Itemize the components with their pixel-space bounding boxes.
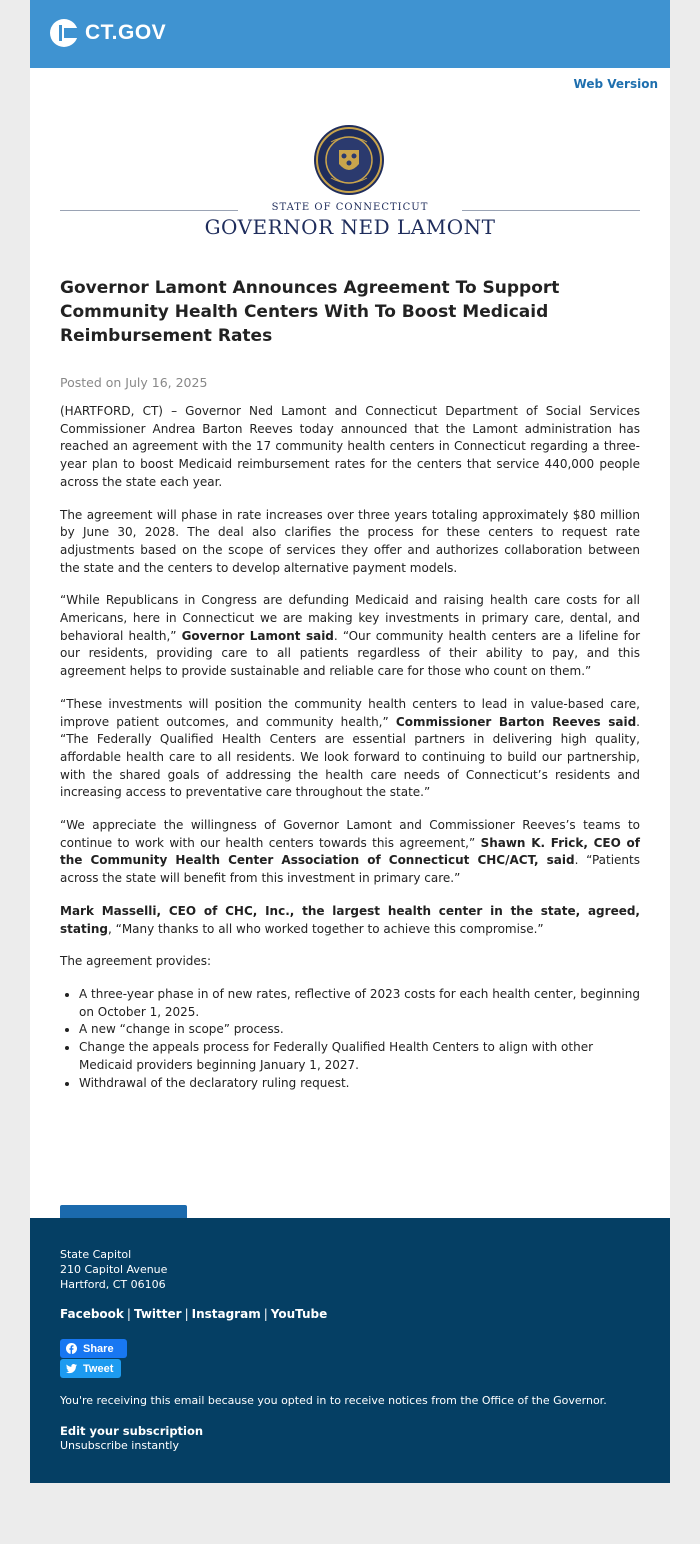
- governor-name: GOVERNOR NED LAMONT: [204, 215, 496, 239]
- unsubscribe-link[interactable]: Unsubscribe instantly: [60, 1439, 179, 1452]
- instagram-link[interactable]: Instagram: [191, 1307, 261, 1321]
- header-bar: [30, 0, 670, 68]
- logo-text: CT.GOV: [85, 21, 167, 44]
- paragraph-2: The agreement will phase in rate increases over three years totaling approximately $80 million by June 30, 2028. The deal also clarifies the process for these centers to request rate adjustments based on the scope of services they offer and authorizes collaboration between the state and the centers to develop alternative payment models.: [60, 507, 640, 575]
- twitter-bird-icon: [66, 1363, 77, 1374]
- agreement-list: [60, 986, 640, 1092]
- facebook-icon: [66, 1343, 77, 1354]
- footer-address: State Capitol 210 Capitol Avenue Hartford, CT 06106: [60, 1248, 168, 1291]
- paragraph-7: The agreement provides:: [60, 954, 212, 969]
- ct-logo-icon: [50, 19, 78, 47]
- list-item: • Withdrawal of the declaratory ruling request.: [79, 1075, 640, 1093]
- twitter-link[interactable]: Twitter: [133, 1307, 182, 1321]
- facebook-link[interactable]: Facebook: [60, 1307, 124, 1321]
- paragraph-5: “We appreciate the willingness of Governor Lamont and Commissioner Reeves’s teams to continue to work with our health centers towards this agreement,” Shawn K. Frick, CEO of the Community Health Center Association of Connecticut CHC/ACT, said. “Patients across the state will benefit from this investment in primary care.”: [60, 818, 641, 886]
- governor-seal-icon: [313, 124, 385, 196]
- paragraph-4: “These investments will position the community health centers to lead in value-based care, improve patient outcomes, and community health,” Commissioner Barton Reeves said. “The Federally Qualified Health Centers are essential partners in delivering high quality, affordable health care to all residents. We look forward to continuing to build our partnership, with the shared goals of addressing the health care needs of Connecticut’s residents and increasing access to preventative care throughout the state.”: [60, 696, 640, 800]
- list-item: • A new “change in scope” process.: [79, 1021, 640, 1039]
- posted-date: Posted on July 16, 2025: [60, 375, 208, 390]
- youtube-link[interactable]: YouTube: [270, 1307, 328, 1321]
- paragraph-1: (HARTFORD, CT) – Governor Ned Lamont and Connecticut Department of Social Services Commissioner Andrea Barton Reeves today announced that the Lamont administration has reached an agreement with the 17 community health centers in Connecticut regarding a three-year plan to boost Medicaid reimbursement rates for the centers that service 440,000 people across the state each year.: [60, 404, 640, 489]
- article: [60, 276, 640, 1092]
- social-links: Facebook | Twitter | Instagram | YouTube: [60, 1307, 328, 1321]
- footer: [30, 1218, 670, 1483]
- email-body: [30, 68, 670, 1218]
- web-version-link[interactable]: Web Version: [573, 77, 658, 91]
- edit-subscription-link[interactable]: Edit your subscription: [60, 1424, 204, 1438]
- email-container: [30, 0, 670, 1218]
- list-item: • Change the appeals process for Federally Qualified Health Centers to align with other Medicaid providers beginning January 1, 2027.: [79, 1039, 640, 1074]
- list-item: • A three-year phase in of new rates, reflective of 2023 costs for each health center, beginning on October 1, 2025.: [79, 986, 640, 1021]
- paragraph-6: Mark Masselli, CEO of CHC, Inc., the largest health center in the state, agreed, stating, “Many thanks to all who worked together to achieve this compromise.”: [60, 903, 640, 936]
- subscription-notice: You're receiving this email because you opted in to receive notices from the Office of the Governor.: [60, 1394, 607, 1407]
- article-title: Governor Lamont Announces Agreement To Support Community Health Centers With To Boost Medicaid Reimbursement Rates: [60, 278, 560, 346]
- state-label: STATE OF CONNECTICUT: [271, 202, 429, 213]
- tweet-button[interactable]: Tweet: [60, 1359, 121, 1378]
- facebook-share-button[interactable]: Share: [60, 1339, 127, 1358]
- ct-gov-logo[interactable]: [50, 19, 166, 47]
- paragraph-3: “While Republicans in Congress are defunding Medicaid and raising health care costs for all Americans, here in Connecticut we are making key investments in primary care, dental, and behavioral health,” Governor Lamont said. “Our community health centers are a lifeline for our residents, providing care to all patients regardless of their ability to pay, and this agreement helps to provide sustainable and reliable care for those who count on them.”: [60, 593, 640, 679]
